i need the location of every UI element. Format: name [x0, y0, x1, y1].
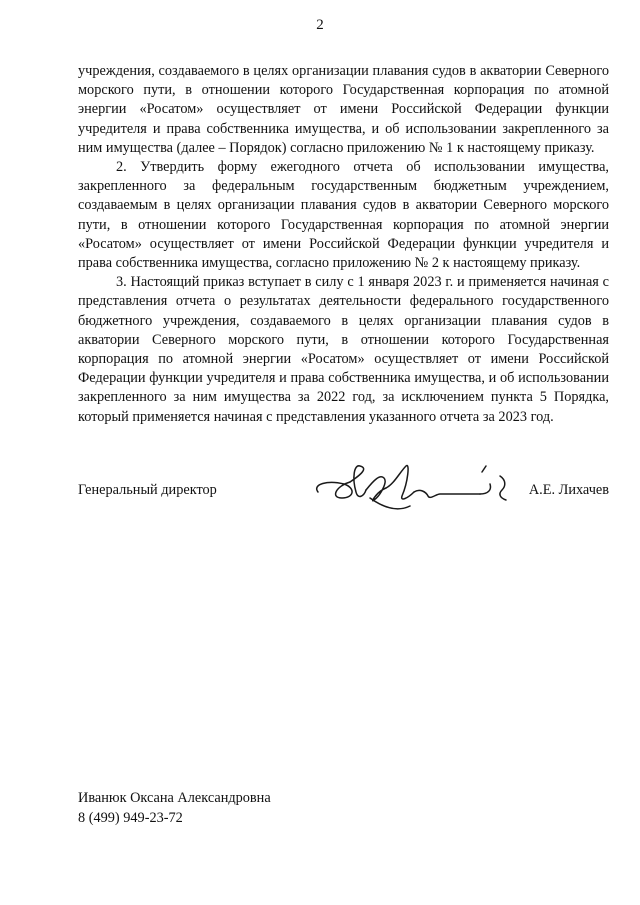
handwritten-signature	[310, 462, 520, 522]
signer-name: А.Е. Лихачев	[528, 482, 609, 498]
paragraph-item-3: 3. Настоящий приказ вступает в силу с 1 января 2023 г. и применяется начиная с представления отчета о результатах деятельности федерального государственного бюджетного учреждения, создаваемого в целях организации плавания судов в акватории Северного морского пути, в отношении которого Государственная корпорация по атомной энергии «Росатом» осуществляет от имени Российской Федерации функции учредителя и права собственника имущества, и об использовании закрепленного за ним имущества за 2022 год, за исключением пункта 5 Порядка, который применяется начиная с представления указанного отчета за 2023 год.	[78, 274, 609, 425]
executor-name: Иванюк Оксана Александровна	[78, 790, 271, 806]
page-number: 2	[316, 17, 324, 33]
paragraph-continuation: учреждения, создаваемого в целях организации плавания судов в акватории Северного морского пути, в отношении которого Государственная корпорация по атомной энергии «Росатом» осуществляет от имени Российской Федерации функции учредителя и права собственника имущества, и об использовании закрепленного за ним имущества (далее – Порядок) согласно приложению № 1 к настоящему приказу.	[78, 63, 609, 156]
executor-phone: 8 (499) 949-23-72	[78, 809, 183, 826]
executor-contact	[78, 789, 271, 828]
document-body	[78, 62, 609, 427]
signer-title: Генеральный директор	[78, 482, 217, 498]
signature-block	[78, 462, 609, 522]
paragraph-item-2: 2. Утвердить форму ежегодного отчета об использовании имущества, закрепленного за федеральным государственным бюджетным учреждением, создаваемым в целях организации плавания судов в акватории Северного морского пути, в отношении которого Государственная корпорация по атомной энергии «Росатом» осуществляет от имени Российской Федерации функции учредителя и права собственника имущества, согласно приложению № 2 к настоящему приказу.	[78, 159, 609, 272]
